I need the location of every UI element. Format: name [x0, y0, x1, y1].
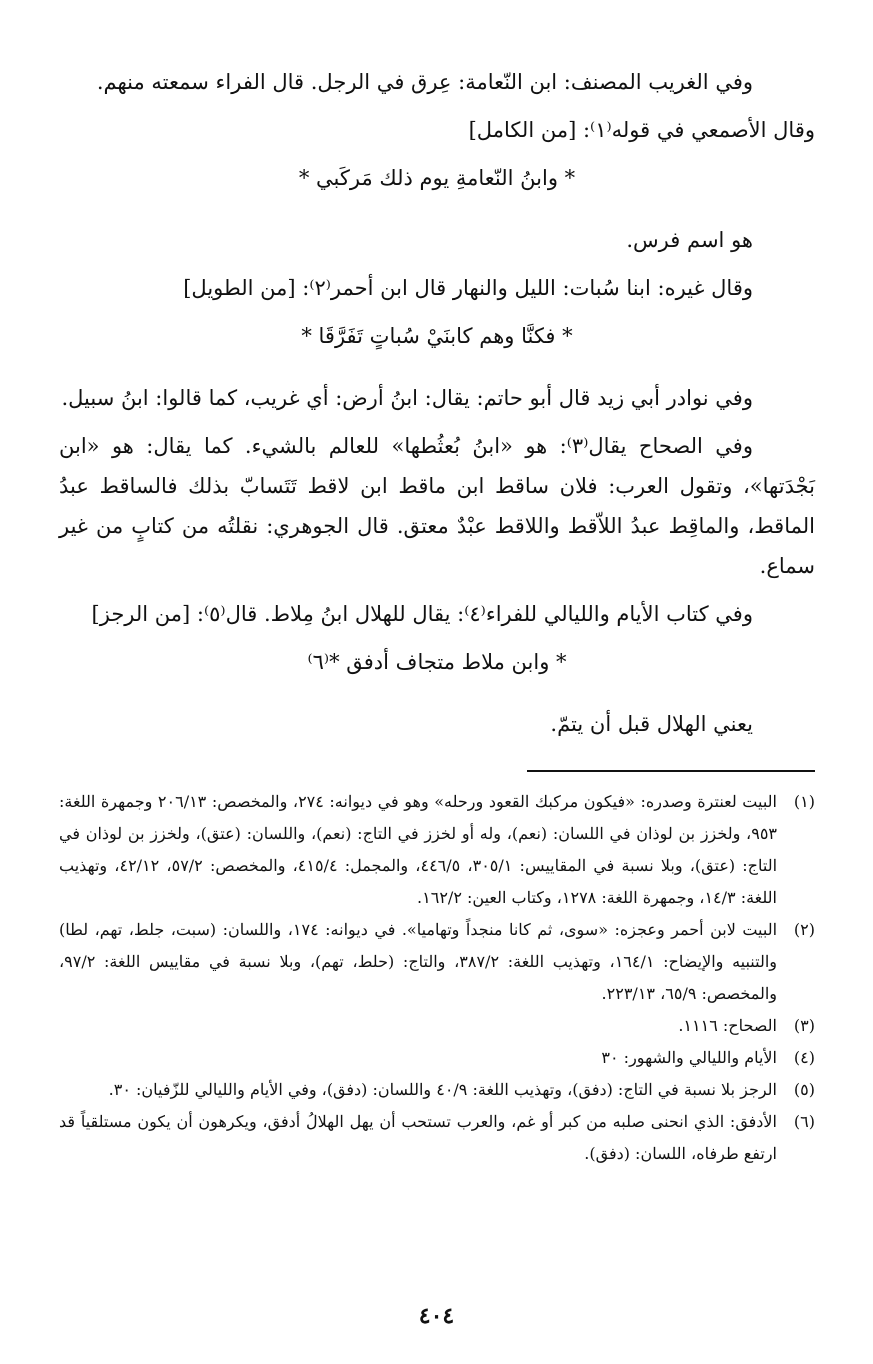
- footnote-text: الرجز بلا نسبة في التاج: (دفق)، وتهذيب اللغة: ٤٠/٩ واللسان: (دفق)، وفي الأيام والليالي للزّفيان: ٣٠.: [108, 1080, 777, 1099]
- paragraph-gharib: وفي الغريب المصنف: ابن النّعامة: عِرق في الرجل. قال الفراء سمعته منهم.: [96, 70, 753, 94]
- footnote-text: البيت لعنترة وصدره: «فيكون مركبك القعود ورحله» وهو في ديوانه: ٢٧٤، والمخصص: ٢٠٦/١٣ وجمهرة اللغة: ٩٥٣، ولخزز بن لوذان في اللسان: (نعم)، وله أو لخزز في التاج: (نعم)، واللسان: (عتق)، ولخزز بن لوذان في التاج: (عتق)، وبلا نسبة في المقاييس: ٣٠٥/١، ٤٤٦/٥، والمجمل: ٤١٥/٤، والمخصص: ٥٧/٢، ٤٢/١٢، وتهذيب اللغة: ١٤/٣، وجمهرة اللغة: ١٢٧٨، وكتاب العين: ١٦٢/٢.: [59, 792, 778, 907]
- footnote-text: البيت لابن أحمر وعجزه: «سوى، ثم كانا منجداً وتهاميا». في ديوانه: ١٧٤، واللسان: (سبت، جلط، تهم، لطا) والتنبيه والإيضاح: ١٦٤/١، وتهذيب اللغة: ٣٨٧/٢، والتاج: (حلط، تهم)، وبلا نسبة في مقاييس اللغة: ٩٧/٢، والمخصص: ٦٥/٩، ٢٢٣/١٣.: [59, 920, 778, 1003]
- footnote-number: (١): [793, 792, 815, 811]
- footnote-number: (٣): [793, 1016, 815, 1035]
- verse-ibn-naama: * وابنُ النّعامةِ يوم ذلك مَركَبي *: [298, 166, 576, 190]
- paragraph-asmai: وقال الأصمعي في قوله⁽١⁾: [من الكامل]: [468, 118, 815, 142]
- paragraph-sihah: وفي الصحاح يقال⁽٣⁾: هو «ابنُ بُعثُطها» للعالم بالشيء. كما يقال: هو «ابن بَجْدَتها»، وتقول العرب: فلان ساقط ابن ماقط ابن لاقط تَتَسابّ بذلك فالساقط عبدُ الماقط، والماقِط عبدُ اللاّقط واللاقط عبْدٌ معتق. قال الجوهري: نقلتُه من كتابٍ من غير سماع.: [59, 434, 815, 578]
- verse-ibn-milat: * وابن ملاط متجاف أدفق *⁽٦⁾: [307, 650, 567, 674]
- footnote-separator: [527, 770, 815, 772]
- paragraph-ibna-subat: وقال غيره: ابنا سُبات: الليل والنهار قال ابن أحمر⁽٢⁾: [من الطويل]: [183, 276, 753, 300]
- footnote: [59, 914, 815, 1010]
- footnote-number: (٢): [793, 920, 815, 939]
- page-number: ٤٠٤: [418, 1303, 455, 1329]
- footnote: [59, 1074, 815, 1106]
- verse-ibnay-subat: * فكنَّا وهم كابنَيْ سُباتٍ تَفَرَّقَا *: [301, 324, 573, 348]
- footnote-text: الصحاح: ١١١٦.: [678, 1016, 777, 1035]
- footnotes: [59, 786, 815, 1170]
- footnote: [59, 786, 815, 914]
- page-body: [59, 62, 815, 1170]
- footnote: [59, 1010, 815, 1042]
- footnote-number: (٦): [793, 1112, 815, 1131]
- paragraph-ayyam: وفي كتاب الأيام والليالي للفراء⁽٤⁾: يقال للهلال ابنُ مِلاط. قال⁽٥⁾: [من الرجز]: [91, 602, 753, 626]
- footnote-text: الأدفق: الذي انحنى صلبه من كبر أو غم، والعرب تستحب أن يهل الهلالُ أدفق، ويكرهون أن يكون مستلقياً قد ارتفع طرفاه، اللسان: (دفق).: [59, 1112, 778, 1163]
- footnote-separator-wrap: [59, 744, 815, 786]
- footnote: [59, 1042, 815, 1074]
- paragraph-nawadir: وفي نوادر أبي زيد قال أبو حاتم: يقال: ابنُ أرض: أي غريب، كما قالوا: ابنُ سبيل.: [61, 386, 753, 410]
- footnote: [59, 1106, 815, 1170]
- footnote-number: (٥): [793, 1080, 815, 1099]
- paragraph-horse-name: هو اسم فرس.: [626, 228, 753, 252]
- footnote-text: الأيام والليالي والشهور: ٣٠: [601, 1048, 777, 1067]
- paragraph-hilal: يعني الهلال قبل أن يتمّ.: [550, 712, 753, 736]
- footnote-number: (٤): [793, 1048, 815, 1067]
